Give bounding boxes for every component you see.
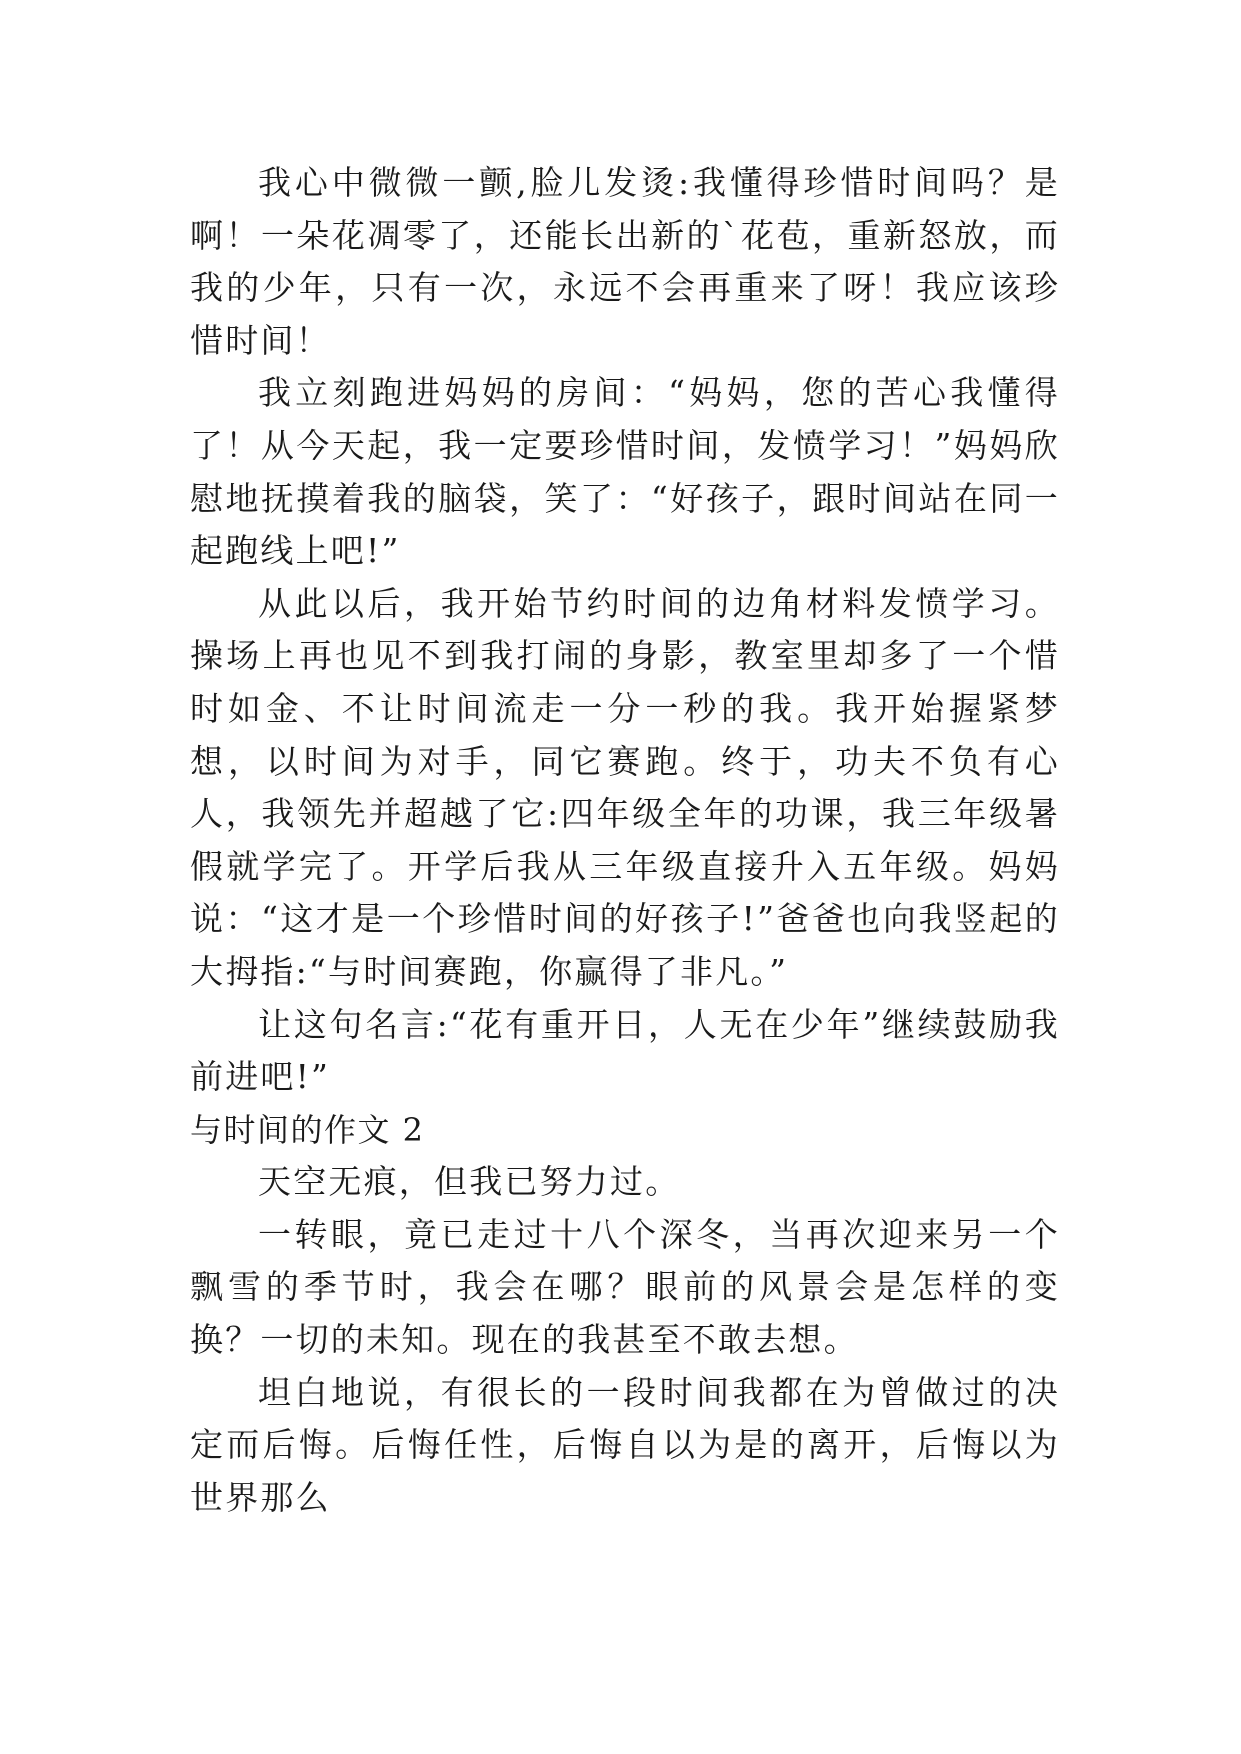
paragraph-3: 从此以后，我开始节约时间的边角材料发愤学习。操场上再也见不到我打闹的身影，教室里却多了一个惜时如金、不让时间流走一分一秒的我。我开始握紧梦想，以时间为对手，同它赛跑。终于，功夫不负有心人，我领先并超越了它:四年级全年的功课，我三年级暑假就学完了。开学后我从三年级直接升入五年级。妈妈说：“这才是一个珍惜时间的好孩子!”爸爸也向我竖起的大拇指:“与时间赛跑，你赢得了非凡。” xyxy=(190,583,1060,991)
paragraph-2: 我立刻跑进妈妈的房间：“妈妈，您的苦心我懂得了！从今天起，我一定要珍惜时间，发愤学习！”妈妈欣慰地抚摸着我的脑袋，笑了：“好孩子，跟时间站在同一起跑线上吧!” xyxy=(190,373,1060,571)
paragraph-4: 让这句名言:“花有重开日，人无在少年”继续鼓励我前进吧!” xyxy=(190,1004,1060,1097)
document-body xyxy=(190,157,1060,1524)
section-heading: 与时间的作文 2 xyxy=(190,1110,425,1149)
paragraph-1: 我心中微微一颤,脸儿发烫:我懂得珍惜时间吗？是啊！一朵花凋零了，还能长出新的`花苞，重新怒放，而我的少年，只有一次，永远不会再重来了呀！我应该珍惜时间！ xyxy=(190,163,1060,360)
paragraph-5: 天空无痕，但我已努力过。 xyxy=(258,1162,681,1202)
paragraph-6: 一转眼，竟已走过十八个深冬，当再次迎来另一个飘雪的季节时，我会在哪？眼前的风景会是怎样的变换？一切的未知。现在的我甚至不敢去想。 xyxy=(190,1214,1060,1360)
paragraph-7: 坦白地说，有很长的一段时间我都在为曾做过的决定而后悔。后悔任性，后悔自以为是的离开，后悔以为世界那么 xyxy=(190,1372,1060,1517)
